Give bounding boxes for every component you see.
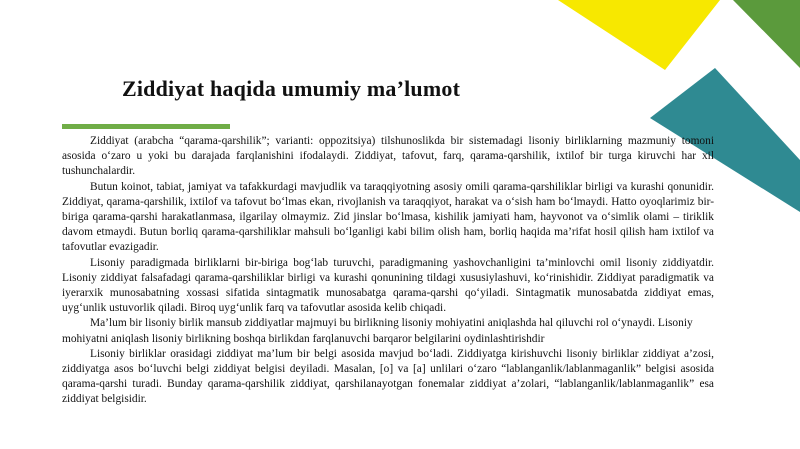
slide-title: Ziddiyat haqida umumiy ma’lumot — [122, 76, 461, 101]
paragraph-1: Ziddiyat (arabcha “qarama-qarshilik”; varianti: oppozitsiya) tilshunoslikda bir sistemadagi lisoniy birliklarning mazmuniy tomoni asosida o‘zaro u yoki bu darajada farqlanishini ifodalaydi. Ziddiyat, tafovut, farq, qarama-qarshilik, ixtilof bir turga kiruvchi har xil tushunchalardir. — [62, 135, 714, 178]
paragraph-3: Lisoniy paradigmada birliklarni bir-biriga bog‘lab turuvchi, paradigmaning yashovchanligini ta’minlovchi omil lisoniy ziddiyatdir. Lisoniy ziddiyat falsafadagi qarama-qarshiliklar birligi va kurashi qonunining tildagi xususiylashuvi, ko‘rinishidir. Ziddiyat paradigmatik va iyerarxik munosabatning xossasi sifatida sintagmatik munosabatga qarama-qarshi qo‘yiladi. Sintagmatik munosabatda ziddiyat emas, uyg‘unlik ustuvorlik qiladi. Biroq uyg‘unlik farq va tafovutlar asosida kelib chiqadi. — [62, 256, 714, 315]
yellow-corner-shape — [558, 0, 720, 70]
paragraph-2: Butun koinot, tabiat, jamiyat va tafakkurdagi mavjudlik va taraqqiyotning asosiy omili qarama-qarshiliklar birligi va kurashi qonunidir. Ziddiyat, qarama-qarshilik, ixtilof va tafovut bo‘lmas ekan, rivojlanish va taraqqiyot, harakat va o‘sish ham bo‘lmaydi. Hatto oyoqlarimiz bir-biriga qarama-qarshi harakatlanmasa, ilgarilay olmaymiz. Zid jinslar bo‘lmasa, kishilik jamiyati ham, hayvonot va o‘simlik olami – tiriklik davom etmaydi. Butun borliq qarama-qarshiliklar mahsuli bo‘lganligi kabi bilim olish ham, borliq haqida ma’rifat hosil qilish ham ixtilof va tafovutlar evazigadir. — [62, 180, 714, 254]
paragraph-5: Lisoniy birliklar orasidagi ziddiyat ma’lum bir belgi asosida mavjud bo‘ladi. Ziddiyatga kirishuvchi lisoniy birliklar ziddiyat a’zosi, ziddiyatga asos bo‘luvchi belgi ziddiyat belgisi deyiladi. Masalan, [o] va [a] unlilari o‘zaro “lablanganlik/lablanmaganlik” belgisi asosida qarama-qarshi turadi. Bunday qarama-qarshilik ziddiyat, qarshilanayotgan fonemalar ziddiyat a’zolari, “lablanganlik/lablanmaganlik” esa ziddiyat belgisidir. — [62, 347, 714, 406]
title-underline — [62, 124, 230, 129]
body-text — [62, 134, 714, 408]
paragraph-4: Ma’lum bir lisoniy birlik mansub ziddiyatlar majmuyi bu birlikning lisoniy mohiyatini aniqlashda hal qiluvchi rol o‘ynaydi. Lisoniy mohiyatni aniqlash lisoniy birlikning boshqa birlikdan farqlanuvchi barqaror belgilarini oydinlashtirishdir — [62, 317, 693, 345]
green-corner-shape — [733, 0, 800, 68]
